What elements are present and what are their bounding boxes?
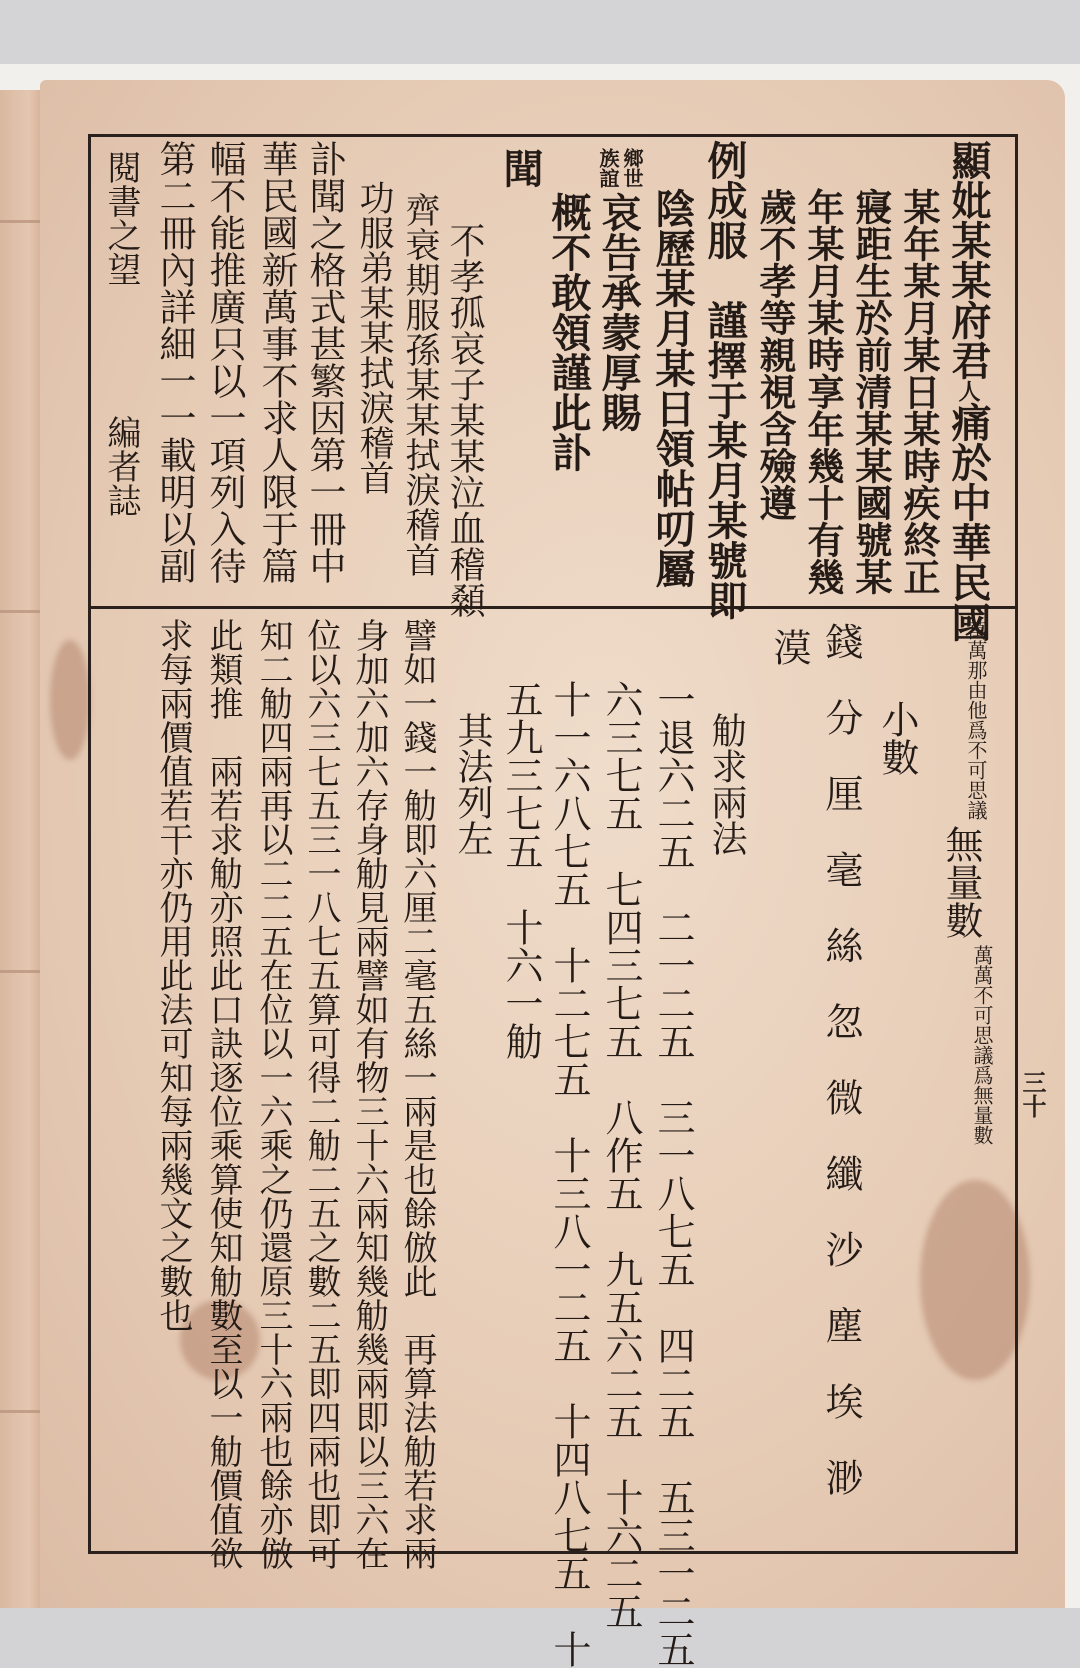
obituary-note: 鄉世 <box>620 148 644 188</box>
obituary-line: 哀告承蒙厚賜 <box>595 192 642 432</box>
page-number: 三十 <box>1018 1070 1047 1118</box>
explanation-line: 求每兩價值若干亦仍用此法可知每兩幾文之數也 <box>153 618 193 1332</box>
editor-note-line: 第二冊內詳細一一載明以副 <box>153 140 196 584</box>
obituary-line: 年某月某時享年幾十有幾 <box>801 188 845 595</box>
section-divider <box>88 606 1018 609</box>
method-note: 其法列左 <box>452 712 493 856</box>
obituary-note: 族誼 <box>596 148 620 188</box>
obituary-line: 陰歷某月某日領帖叨屬 <box>649 188 696 588</box>
obituary-line: 例成服 謹擇于某月某號即 <box>701 140 748 620</box>
explanation-line: 譬如一錢一觔即六厘二毫五絲一兩是也餘倣此 再算法觔若求兩 <box>397 618 437 1570</box>
editor-note-line: 華民國新萬事不求人限于篇 <box>255 140 298 584</box>
obituary-line: 歲不孝等親視含殮遵 <box>753 188 797 521</box>
small-unit-list: 錢 分 厘 毫 絲 忽 微 纖 沙 塵 埃 渺 <box>819 622 863 1496</box>
number-note: 萬萬那由他爲不可思議 <box>964 620 988 820</box>
stain <box>50 640 90 760</box>
conversion-row: 一退六二五 二一二五 三一八七五 四二五 五三一二五 <box>651 680 695 1668</box>
obituary-line: 某年某月某日某時疾終正 <box>897 188 941 595</box>
editor-note-line: 訃聞之格式甚繁因第一冊中 <box>303 140 346 584</box>
editor-note-line: 幅不能推廣只以一項列入待 <box>203 140 246 584</box>
editor-signature: 編者誌 <box>101 415 141 517</box>
obituary-line: 概不敢領謹此訃 <box>545 192 592 472</box>
section-heading: 小數 <box>875 700 919 776</box>
obituary-line: 顯妣某某府君人痛於中華民國 <box>945 140 992 642</box>
explanation-line: 知二觔四兩再以二二五在位以一六乘之仍還原三十六兩也餘亦倣 <box>253 618 293 1570</box>
mourner-line: 不孝孤哀子某某泣血稽顙 <box>444 222 485 618</box>
explanation-line: 身加六加六存身觔見兩譬如有物三十六兩知幾觔幾兩即以三六在 <box>349 618 389 1570</box>
explanation-line: 此類推 兩若求觔亦照此口訣逐位乘算使知觔數至以一觔價值欲 <box>203 618 243 1570</box>
conversion-row: 六三七五 七四三七五 八作五 九五六二五 十六二五 <box>599 680 643 1630</box>
small-unit-list: 漠 <box>767 628 811 666</box>
top-background <box>0 0 1080 64</box>
obituary-line: 寢距生於前清某某國號某 <box>849 188 893 595</box>
mourner-line: 齊衰期服孫某某拭淚稽首 <box>400 192 440 577</box>
number-term: 無量數 <box>939 825 983 939</box>
obituary-line: 聞 <box>497 148 544 188</box>
number-note: 萬萬不可思議爲無量數 <box>970 945 994 1145</box>
conversion-row: 十一六八七五 十二七五 十三八一二五 十四八七五 十 <box>547 680 591 1668</box>
conversion-row: 五九三七五 十六一觔 <box>499 680 543 1060</box>
method-title: 觔求兩法 <box>706 712 747 856</box>
mourner-line: 功服弟某某拭淚稽首 <box>354 180 394 495</box>
explanation-line: 位以六三七五三一八七五算可得二觔二五之數二五即四兩也即可 <box>301 618 341 1570</box>
editor-note-line: 閱書之望 <box>101 150 141 286</box>
